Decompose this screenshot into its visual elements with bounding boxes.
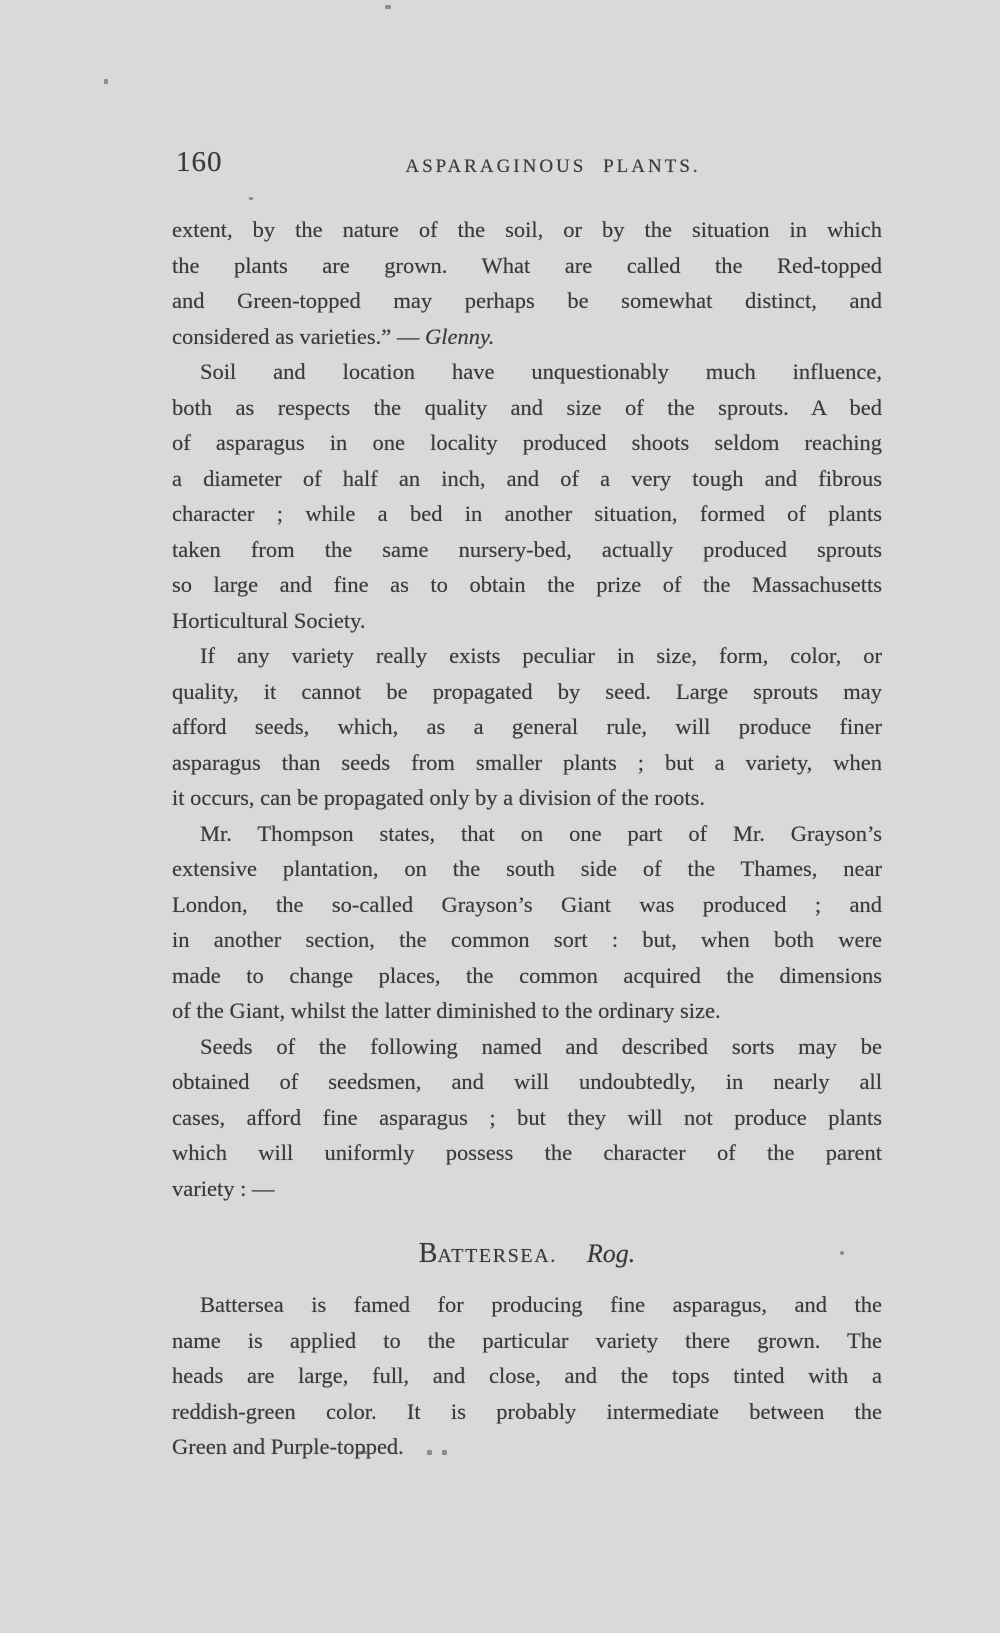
text-line bbox=[172, 532, 882, 568]
text-line bbox=[172, 603, 882, 639]
text-line bbox=[172, 780, 882, 816]
text-line bbox=[172, 638, 882, 674]
text-segment: variety : — bbox=[172, 1175, 275, 1201]
italic-text: Glenny. bbox=[425, 323, 495, 349]
text-line bbox=[172, 958, 882, 994]
text-segment: taken from the same nursery-bed, actually produced sprouts bbox=[172, 536, 882, 562]
text-segment: heads are large, full, and close, and the tops tinted with a bbox=[172, 1363, 882, 1388]
text-line bbox=[172, 851, 882, 887]
text-segment: both as respects the quality and size of the sprouts. A bed bbox=[172, 394, 882, 420]
paragraph bbox=[172, 354, 882, 638]
text-line bbox=[172, 1100, 882, 1136]
lead-capital: B bbox=[418, 1238, 438, 1269]
text-line bbox=[172, 567, 882, 603]
text-segment: name is applied to the particular variety there grown. The bbox=[172, 1327, 882, 1353]
text-segment: extensive plantation, on the south side of the Thames, near bbox=[172, 856, 882, 881]
text-segment: character ; while a bed in another situation, formed of plants bbox=[172, 501, 882, 526]
text-segment: and Green-topped may perhaps be somewhat distinct, and bbox=[172, 288, 882, 313]
text-segment: Horticultural Society. bbox=[172, 607, 366, 633]
text-segment: it occurs, can be propagated only by a division of the roots. bbox=[172, 785, 705, 810]
text-line bbox=[172, 1323, 882, 1359]
text-line bbox=[172, 1394, 882, 1430]
text-line bbox=[172, 1287, 882, 1323]
text-segment: the plants are grown. What are called the Red-topped bbox=[172, 252, 882, 278]
text-segment: obtained of seedsmen, and will undoubtedly, in nearly all bbox=[172, 1069, 882, 1094]
paragraph bbox=[172, 1029, 882, 1207]
text-line bbox=[172, 319, 882, 355]
text-segment: a diameter of half an inch, and of a very tough and fibrous bbox=[172, 465, 882, 491]
text-line bbox=[172, 887, 882, 923]
text-segment: cases, afford fine asparagus ; but they will not produce plants bbox=[172, 1104, 882, 1130]
text-line bbox=[172, 354, 882, 390]
page-number: 160 bbox=[176, 146, 223, 178]
text-segment: made to change places, the common acquired the dimensions bbox=[172, 962, 882, 988]
page-body bbox=[172, 212, 882, 1465]
scan-speck bbox=[249, 197, 253, 200]
text-segment: which will uniformly possess the character of the parent bbox=[172, 1140, 882, 1165]
text-line bbox=[172, 496, 882, 532]
text-segment: reddish-green color. It is probably intermediate between the bbox=[172, 1398, 882, 1424]
text-segment: of the Giant, whilst the latter diminished to the ordinary size. bbox=[172, 998, 721, 1023]
authority-abbreviation: Rog. bbox=[586, 1239, 636, 1268]
scan-speck bbox=[104, 79, 108, 84]
text-segment: Mr. Thompson states, that on one part of Mr. Grayson’s bbox=[200, 820, 882, 846]
text-line bbox=[172, 425, 882, 461]
text-line bbox=[172, 1029, 882, 1065]
text-segment: of asparagus in one locality produced shoots seldom reaching bbox=[172, 430, 882, 455]
running-header: ASPARAGINOUS PLANTS. bbox=[405, 156, 701, 177]
text-segment: asparagus than seeds from smaller plants ; but a variety, when bbox=[172, 749, 882, 775]
paragraph bbox=[172, 816, 882, 1029]
text-line bbox=[172, 922, 882, 958]
small-caps-text: ATTERSEA. bbox=[437, 1245, 557, 1267]
text-segment: in another section, the common sort : but, when both were bbox=[172, 927, 882, 952]
text-line bbox=[172, 248, 882, 284]
text-segment: Seeds of the following named and described sorts may be bbox=[200, 1033, 882, 1059]
scan-speck bbox=[385, 5, 391, 9]
text-line bbox=[172, 993, 882, 1029]
text-line bbox=[172, 1064, 882, 1100]
text-line bbox=[172, 745, 882, 781]
text-line bbox=[172, 283, 882, 319]
text-line bbox=[172, 461, 882, 497]
text-segment: extent, by the nature of the soil, or by the situation in which bbox=[172, 217, 882, 242]
section-heading bbox=[172, 1237, 882, 1270]
text-segment: Green and Purple-topped. bbox=[172, 1434, 404, 1459]
text-segment: quality, it cannot be propagated by seed. Large sprouts may bbox=[172, 678, 882, 704]
text-segment: Battersea is famed for producing fine asparagus, and the bbox=[200, 1292, 882, 1317]
text-line bbox=[172, 1429, 882, 1465]
text-line bbox=[172, 674, 882, 710]
paragraph bbox=[172, 1287, 882, 1465]
text-line bbox=[172, 816, 882, 852]
text-segment: Soil and location have unquestionably much influence, bbox=[200, 359, 882, 384]
text-line bbox=[172, 709, 882, 745]
paragraph bbox=[172, 638, 882, 816]
text-line bbox=[172, 212, 882, 248]
text-segment: so large and fine as to obtain the prize of the Massachusetts bbox=[172, 572, 882, 597]
variety-name bbox=[418, 1238, 557, 1269]
text-segment: London, the so-called Grayson’s Giant was produced ; and bbox=[172, 891, 882, 917]
text-line bbox=[172, 1358, 882, 1394]
text-segment: If any variety really exists peculiar in size, form, color, or bbox=[200, 643, 882, 668]
text-line bbox=[172, 1171, 882, 1207]
text-line bbox=[172, 1135, 882, 1171]
text-segment: considered as varieties.” — bbox=[172, 323, 426, 349]
paragraph bbox=[172, 212, 882, 354]
text-line bbox=[172, 390, 882, 426]
text-segment: afford seeds, which, as a general rule, will produce finer bbox=[172, 714, 882, 739]
